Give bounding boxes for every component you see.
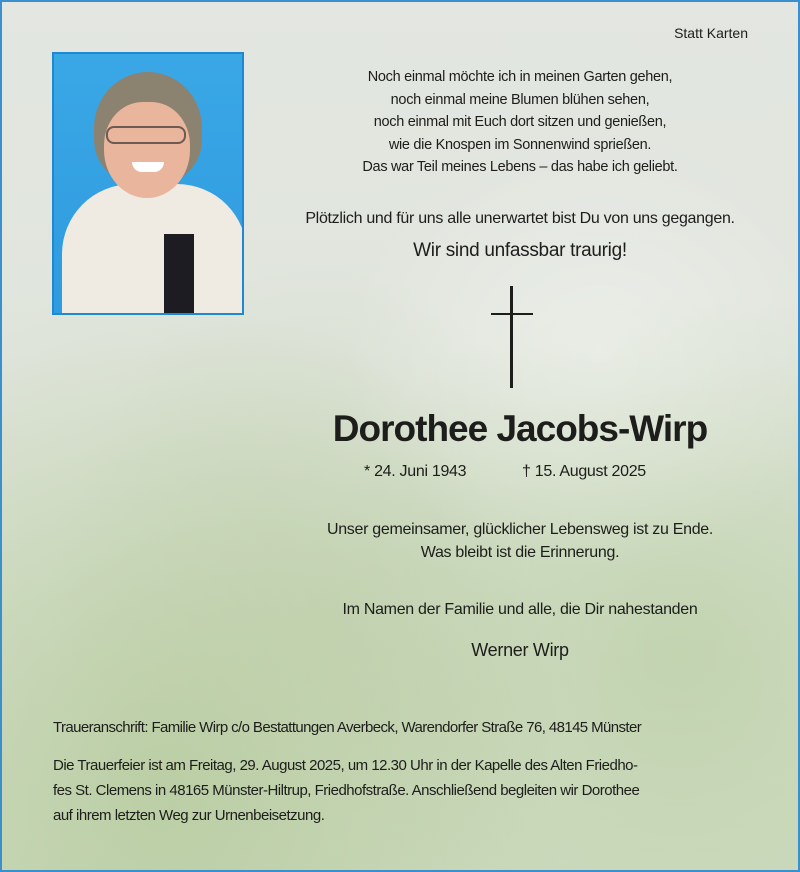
farewell-line: Was bleibt ist die Erinnerung. [420, 544, 620, 561]
ceremony-info [53, 753, 639, 828]
signer-name: Werner Wirp [471, 640, 569, 660]
ceremony-line: Die Trauerfeier ist am Freitag, 29. August 2025, um 12.30 Uhr in der Kapelle des Alten Friedho- [53, 757, 638, 774]
ceremony-line: fes St. Clemens in 48165 Münster-Hiltrup, Friedhofstraße. Anschließend begleiten wir Dorothee [53, 782, 640, 799]
poem-line: Das war Teil meines Lebens – das habe ich geliebt. [362, 159, 678, 175]
poem-line: Noch einmal möchte ich in meinen Garten gehen, [367, 69, 673, 85]
statement: Plötzlich und für uns alle unerwartet bist Du von uns gegangen. [305, 210, 735, 227]
photo-face [104, 102, 190, 198]
poem-line: noch einmal meine Blumen blühen sehen, [390, 91, 650, 108]
portrait-photo [52, 52, 244, 315]
photo-smile [132, 162, 164, 172]
poem-line: wie die Knospen im Sonnenwind sprießen. [388, 136, 652, 153]
photo-shirt [164, 234, 194, 314]
address-line: Traueranschrift: Familie Wirp c/o Bestattungen Averbeck, Warendorfer Straße 76, 48145 Münster [53, 719, 642, 736]
statt-karten-label: Statt Karten [674, 25, 748, 41]
on-behalf-line: Im Namen der Familie und alle, die Dir nahestanden [342, 601, 698, 618]
poem [270, 66, 770, 179]
photo-jacket [62, 184, 244, 315]
death-date: † 15. August 2025 [522, 463, 646, 480]
birth-date: * 24. Juni 1943 [364, 463, 467, 480]
photo-glasses [106, 126, 186, 144]
deceased-name: Dorothee Jacobs-Wirp [332, 408, 708, 449]
ceremony-line: auf ihrem letzten Weg zur Urnenbeisetzung. [53, 807, 325, 824]
farewell-line: Unser gemeinsamer, glücklicher Lebensweg ist zu Ende. [326, 521, 714, 538]
poem-line: noch einmal mit Euch dort sitzen und genießen, [373, 114, 667, 130]
cross-icon [491, 286, 533, 388]
farewell [260, 518, 780, 564]
sadness-line: Wir sind unfassbar traurig! [413, 240, 627, 261]
